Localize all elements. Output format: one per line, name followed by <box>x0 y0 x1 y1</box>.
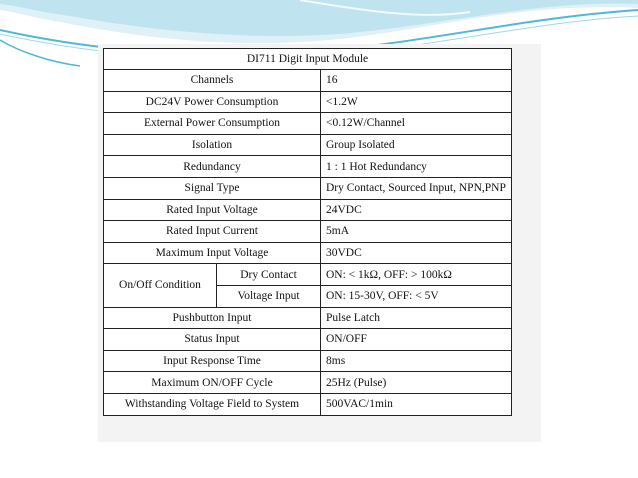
onoff-condition-label: On/Off Condition <box>104 264 217 307</box>
table-row <box>104 329 512 351</box>
table-row <box>104 156 512 178</box>
table-title-row <box>104 49 512 70</box>
row-value: 1 : 1 Hot Redundancy <box>321 156 512 178</box>
row-value: 5mA <box>321 221 512 243</box>
row-label: External Power Consumption <box>104 113 321 135</box>
row-value: 25Hz (Pulse) <box>321 372 512 394</box>
row-value: 30VDC <box>321 242 512 264</box>
row-value: Group Isolated <box>321 134 512 156</box>
row-label: Status Input <box>104 329 321 351</box>
row-label: Rated Input Voltage <box>104 199 321 221</box>
table-row <box>104 70 512 92</box>
row-value: ON/OFF <box>321 329 512 351</box>
row-value: 16 <box>321 70 512 92</box>
table-row <box>104 307 512 329</box>
table-row <box>104 242 512 264</box>
row-value: <0.12W/Channel <box>321 113 512 135</box>
table-row <box>104 372 512 394</box>
row-label: Withstanding Voltage Field to System <box>104 393 321 415</box>
table-row <box>104 134 512 156</box>
row-value: Dry Contact, Sourced Input, NPN,PNP <box>321 177 512 199</box>
sub-row-label: Voltage Input <box>217 285 321 307</box>
row-label: Isolation <box>104 134 321 156</box>
table-row <box>104 113 512 135</box>
row-label: Input Response Time <box>104 350 321 372</box>
row-value: Pulse Latch <box>321 307 512 329</box>
table-row <box>104 177 512 199</box>
table-row <box>104 393 512 415</box>
row-value: 8ms <box>321 350 512 372</box>
row-label: Rated Input Current <box>104 221 321 243</box>
row-value: <1.2W <box>321 91 512 113</box>
row-label: Pushbutton Input <box>104 307 321 329</box>
table-row <box>104 91 512 113</box>
row-value: 500VAC/1min <box>321 393 512 415</box>
table-row <box>104 221 512 243</box>
row-label: DC24V Power Consumption <box>104 91 321 113</box>
row-label: Channels <box>104 70 321 92</box>
sub-row-label: Dry Contact <box>217 264 321 286</box>
row-value: 24VDC <box>321 199 512 221</box>
spec-table <box>103 48 512 416</box>
table-title: DI711 Digit Input Module <box>104 49 512 70</box>
table-row <box>104 350 512 372</box>
row-label: Signal Type <box>104 177 321 199</box>
table-row <box>104 264 512 286</box>
table-row <box>104 199 512 221</box>
sub-row-value: ON: < 1kΩ, OFF: > 100kΩ <box>321 264 512 286</box>
row-label: Redundancy <box>104 156 321 178</box>
row-label: Maximum Input Voltage <box>104 242 321 264</box>
sub-row-value: ON: 15-30V, OFF: < 5V <box>321 285 512 307</box>
row-label: Maximum ON/OFF Cycle <box>104 372 321 394</box>
